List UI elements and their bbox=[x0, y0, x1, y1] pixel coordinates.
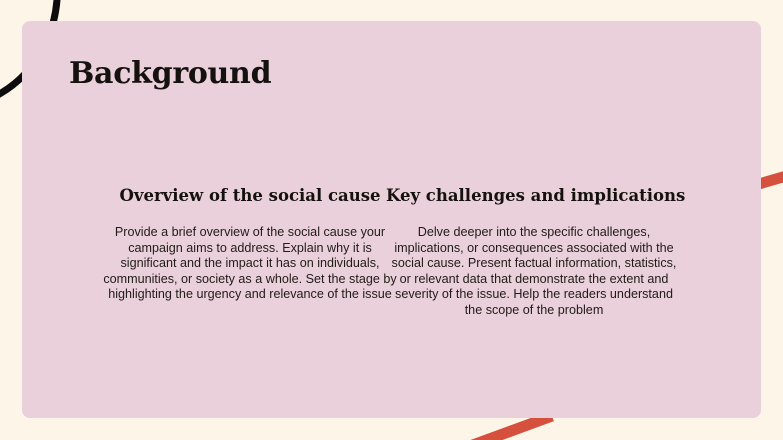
column-overview bbox=[102, 185, 398, 303]
page-title: Background bbox=[69, 56, 272, 91]
column-challenges bbox=[386, 185, 686, 319]
column-body-text: Delve deeper into the specific challenges, implications, or consequences associated with the social cause. Present factual information, statistics, or relevant data that demonstrate the extent and severity of the issue. Help the readers understand the scope of the problem bbox=[391, 225, 677, 317]
column-body-text: Provide a brief overview of the social cause your campaign aims to address. Explain why it is significant and the impact it has on individuals, communities, or society as a whole. Set the stage by highlighting the urgency and relevance of the issue bbox=[103, 225, 397, 302]
column-heading: Key challenges and implications bbox=[386, 186, 686, 205]
content-card bbox=[22, 21, 761, 418]
column-heading: Overview of the social cause bbox=[119, 186, 381, 205]
red-stroke-bottom-decoration bbox=[470, 416, 552, 440]
